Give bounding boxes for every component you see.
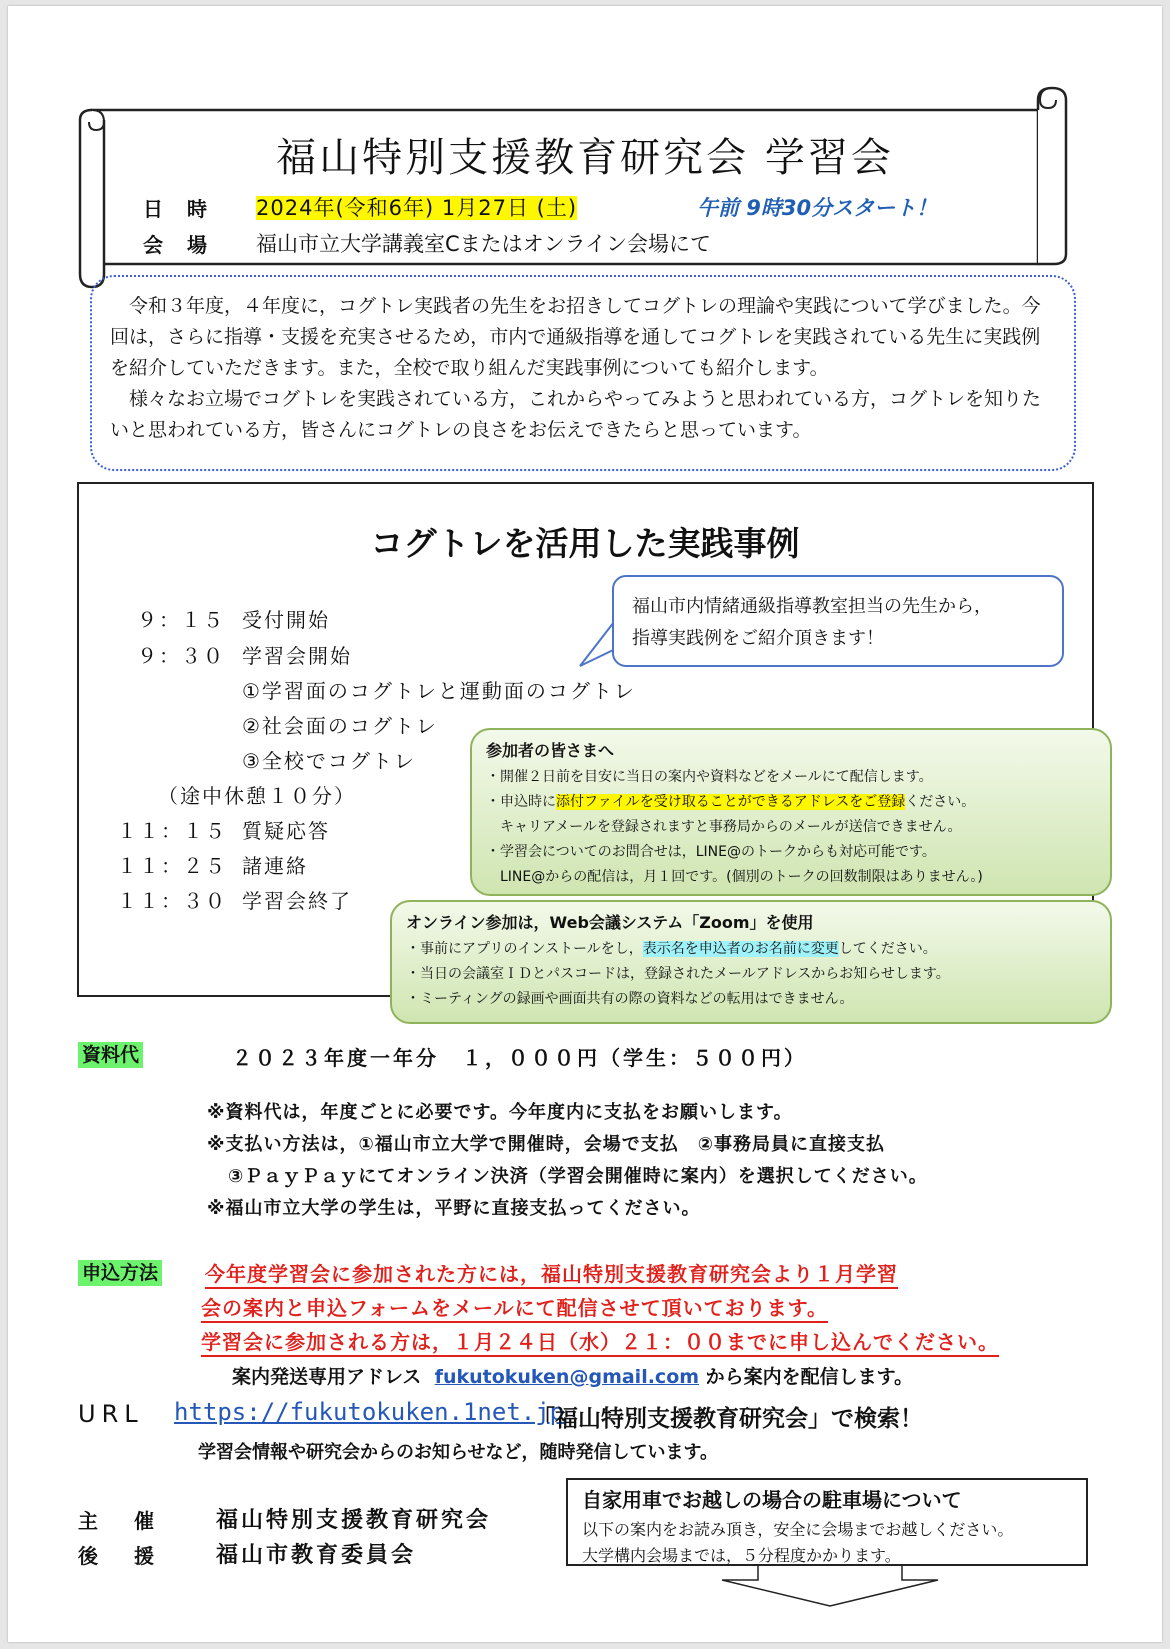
participants-line-1: ・開催２日前を目安に当日の案内や資料などをメールにて配信します。 [486, 769, 933, 785]
support-label: 後援 [78, 1544, 190, 1568]
schedule-time: １１：１５ [117, 819, 227, 843]
venue-label: 会場 [143, 233, 231, 257]
online-line-2: ・当日の会議室ＩＤとパスコードは，登録されたメールアドレスからお知らせします。 [406, 966, 950, 982]
venue-value: 福山市立大学講義室Cまたはオンライン会場にて [256, 232, 712, 256]
schedule-item: ③全校でコグトレ [242, 749, 416, 773]
bubble-line-2: 指導実践例をご紹介頂きます！ [632, 628, 884, 649]
online-heading: オンライン参加は，Web会議システム「Zoom」を使用 [406, 913, 814, 932]
participants-line-5: LINE@からの配信は，月１回です。(個別のトークの回数制限はありません。) [500, 869, 983, 885]
mail-line: 案内発送専用アドレス fukutokuken@gmail.com から案内を配信します。 [232, 1366, 914, 1388]
mail-link[interactable]: fukutokuken@gmail.com [434, 1366, 700, 1388]
url-note: 学習会情報や研究会からのお知らせなど，随時発信しています。 [198, 1442, 719, 1463]
program-title: コグトレを活用した実践事例 [370, 524, 800, 563]
participants-heading: 参加者の皆さまへ [486, 741, 615, 760]
date-label: 日時 [143, 197, 231, 221]
participants-line-3: キャリアメールを登録されますと事務局からのメールが送信できません。 [500, 819, 962, 835]
support-name: 福山市教育委員会 [216, 1543, 417, 1568]
schedule-time: ９：３０ [137, 644, 225, 668]
schedule-item: 学習会開始 [242, 644, 352, 668]
parking-box [566, 1478, 1088, 1566]
bubble-line-1: 福山市内情緒通級指導教室担当の先生から， [632, 596, 992, 617]
schedule-item: ①学習面のコグトレと運動面のコグトレ [242, 679, 636, 703]
search-text: 「福山特別支援教育研究会」で検索！ [532, 1406, 923, 1432]
apply-red-line-1: 今年度学習会に参加された方には，福山特別支援教育研究会より１月学習 [205, 1258, 898, 1289]
schedule-time: １１：３０ [117, 889, 227, 913]
website-link[interactable]: https://fukutokuken.1net.jp [174, 1398, 565, 1426]
intro-paragraph-2: 様々なお立場でコグトレを実践されている方，これからやってみようと思われている方，コグトレを知りたいと思われている方，皆さんにコグトレの良さをお伝えできたらと思っています。 [110, 388, 1042, 441]
online-line-3: ・ミーティングの録画や画面共有の際の資料などの転用はできません。 [406, 991, 854, 1007]
schedule-item: 学習会終了 [242, 889, 352, 913]
schedule-item: 受付開始 [242, 608, 330, 632]
participants-line-4: ・学習会についてのお問合せは，LINE@のトークからも対応可能です。 [486, 844, 936, 860]
down-arrow-icon [718, 1564, 942, 1608]
fee-note-4: ※福山市立大学の学生は，平野に直接支払ってください。 [207, 1198, 701, 1219]
parking-line-2: 大学構内会場までは，５分程度かかります。 [582, 1546, 901, 1565]
intro-paragraph-1: 令和３年度，４年度に，コグトレ実践者の先生をお招きしてコグトレの理論や実践について学びました。今回は，さらに指導・支援を充実させるため，市内で通級指導を通してコグトレを実践されている先生に実践例を紹介していただきます。また，全校で取り組んだ実践事例についても紹介します。 [110, 295, 1041, 379]
participants-box [470, 728, 1112, 896]
fee-note-2: ※支払い方法は，①福山市立大学で開催時，会場で支払 ②事務局員に直接支払 [207, 1134, 885, 1155]
page-title: 福山特別支援教育研究会 学習会 [276, 135, 894, 181]
speech-bubble [612, 575, 1064, 667]
host-name: 福山特別支援教育研究会 [216, 1508, 492, 1533]
schedule-break: （途中休憩１０分） [158, 784, 356, 808]
parking-title: 自家用車でお越しの場合の駐車場について [582, 1488, 962, 1512]
apply-red-line-2: 会の案内と申込フォームをメールにて配信させて頂いております。 [201, 1292, 828, 1323]
participants-line-2: ・申込時に添付ファイルを受け取ることができるアドレスをご登録ください。 [486, 794, 976, 810]
start-time: 午前 9時30分スタート！ [697, 196, 938, 220]
apply-label: 申込方法 [78, 1258, 162, 1285]
online-box [390, 900, 1112, 1024]
fee-note-1: ※資料代は，年度ごとに必要です。今年度内に支払をお願いします。 [207, 1102, 793, 1123]
schedule-time: ９：１５ [137, 608, 225, 632]
fee-label: 資料代 [78, 1040, 143, 1067]
url-label: URL [78, 1400, 144, 1428]
schedule-item: 質疑応答 [242, 819, 330, 843]
date-value: 2024年(令和6年) 1月27日 (土) [256, 196, 578, 220]
online-line-1: ・事前にアプリのインストールをし，表示名を申込者のお名前に変更してください。 [406, 941, 937, 957]
schedule-item: 諸連絡 [242, 854, 308, 878]
host-label: 主催 [78, 1509, 190, 1533]
apply-red-line-3: 学習会に参加される方は，１月２４日（水）２１：００までに申し込んでください。 [201, 1326, 999, 1357]
scroll-banner [70, 84, 1104, 294]
parking-line-1: 以下の案内をお読み頂き，安全に会場までお越しください。 [582, 1520, 1014, 1539]
schedule-item: ②社会面のコグトレ [242, 714, 438, 738]
fee-value: ２０２３年度一年分 １，０００円（学生：５００円） [232, 1046, 807, 1070]
fee-note-3: ③ＰａｙＰａｙにてオンライン決済（学習会開催時に案内）を選択してください。 [228, 1166, 928, 1187]
intro-box [90, 275, 1076, 471]
schedule-time: １１：２５ [117, 854, 227, 878]
